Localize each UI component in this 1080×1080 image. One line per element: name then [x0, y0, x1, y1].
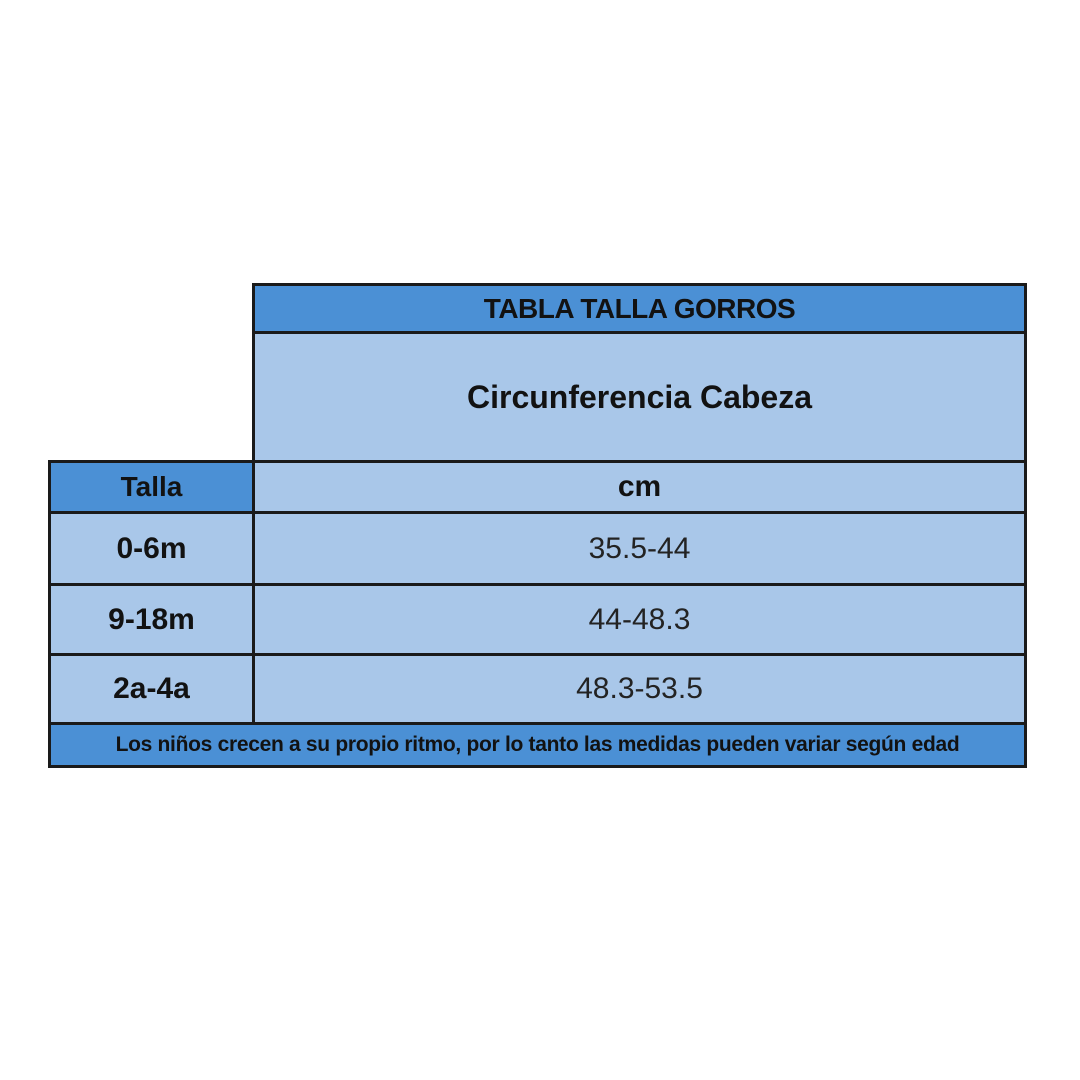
column-header-cm: cm [255, 463, 1024, 511]
table-row-size-label: 9-18m [51, 586, 252, 653]
table-body-section [48, 460, 1027, 768]
footnote-text: Los niños crecen a su propio ritmo, por lo tanto las medidas pueden variar según edad [51, 725, 1024, 765]
table-header-section [252, 283, 1027, 460]
table-title: TABLA TALLA GORROS [255, 286, 1024, 331]
table-subtitle: Circunferencia Cabeza [255, 334, 1024, 460]
table-row-measurement-value: 48.3-53.5 [255, 656, 1024, 722]
table-row-measurement-value: 35.5-44 [255, 514, 1024, 583]
column-header-talla: Talla [51, 463, 252, 511]
table-row-size-label: 0-6m [51, 514, 252, 583]
table-row-measurement-value: 44-48.3 [255, 586, 1024, 653]
table-row-size-label: 2a-4a [51, 656, 252, 722]
